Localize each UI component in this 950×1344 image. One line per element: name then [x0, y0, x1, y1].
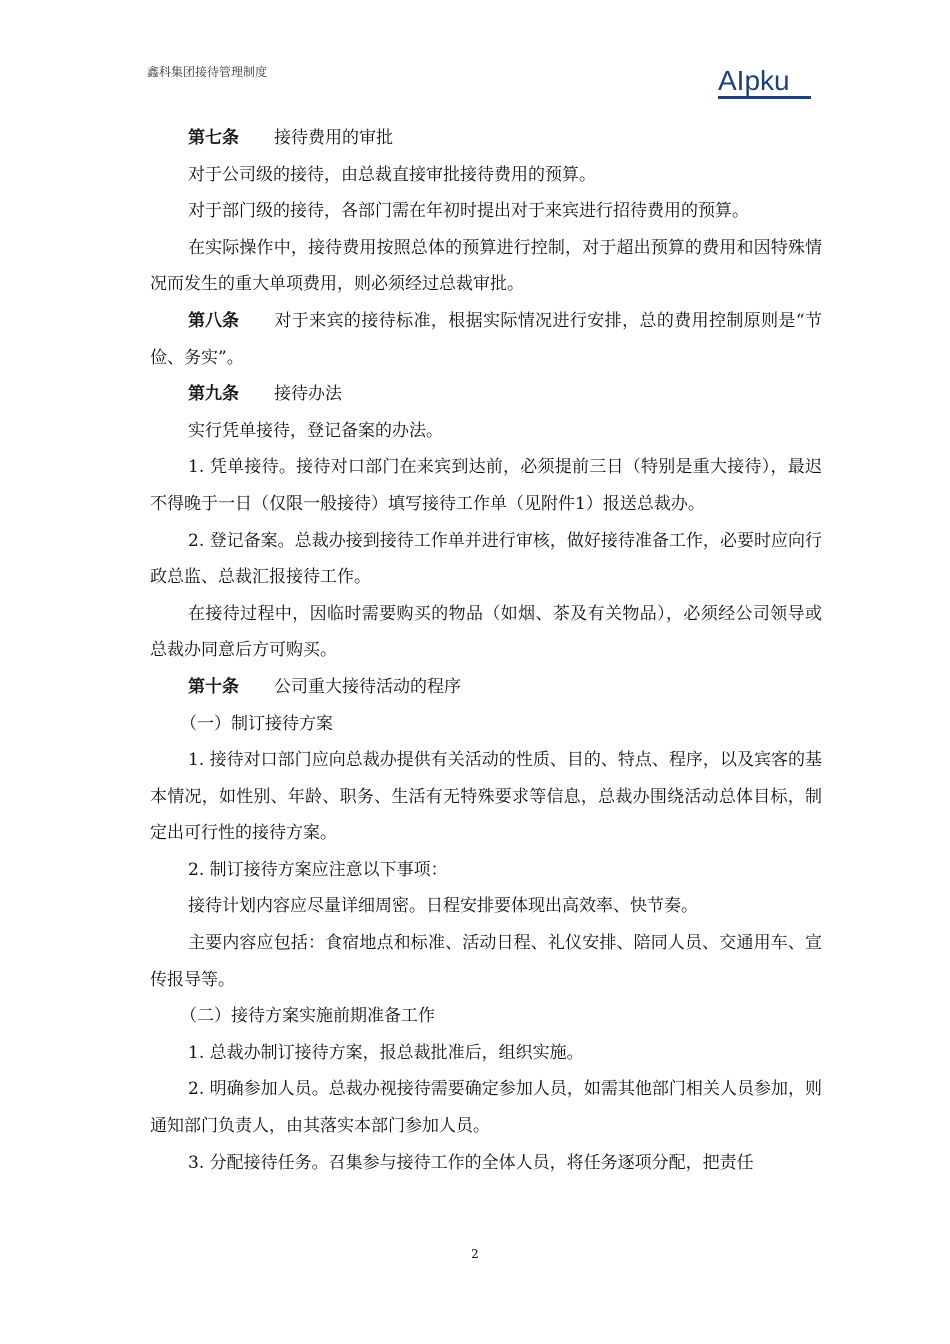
- document-body: [150, 120, 822, 1181]
- article-label: 第十条: [188, 676, 239, 697]
- paragraph: 对于部门级的接待，各部门需在年初时提出对于来宾进行招待费用的预算。: [188, 201, 749, 222]
- company-logo: [718, 66, 814, 100]
- paragraph: 2. 登记备案。总裁办接到接待工作单并进行审核，做好接待准备工作，必要时应向行政总监、总裁汇报接待工作。: [150, 530, 822, 588]
- article-label: 第八条: [188, 310, 239, 331]
- article-8-heading: [150, 303, 822, 376]
- article-7-heading: [150, 120, 822, 157]
- article-10-heading: [150, 669, 822, 706]
- paragraph: 3. 分配接待任务。召集参与接待工作的全体人员，将任务逐项分配，把责任: [188, 1152, 754, 1173]
- paragraph: 2. 明确参加人员。总裁办视接待需要确定参加人员，如需其他部门相关人员参加，则通知部门负责人，由其落实本部门参加人员。: [150, 1079, 822, 1137]
- article-label: 第七条: [188, 128, 239, 148]
- paragraph: 2. 制订接待方案应注意以下事项：: [188, 859, 448, 880]
- logo-text: AIpku: [718, 65, 790, 96]
- article-title: 接待办法: [274, 384, 342, 405]
- article-9-heading: [150, 376, 822, 413]
- section-heading: （一）制订接待方案: [180, 713, 333, 734]
- section-heading: （二）接待方案实施前期准备工作: [180, 1006, 435, 1027]
- paragraph: 接待计划内容应尽量详细周密。日程安排要体现出高效率、快节奏。: [188, 896, 698, 917]
- page-number: 2: [471, 1247, 479, 1261]
- paragraph: 1. 总裁办制订接待方案，报总裁批准后，组织实施。: [188, 1042, 584, 1063]
- paragraph: 1. 接待对口部门应向总裁办提供有关活动的性质、目的、特点、程序，以及宾客的基本情况，如性别、年龄、职务、生活有无特殊要求等信息，总裁办围绕活动总体目标，制定出可行性的接待方案。: [150, 750, 822, 844]
- paragraph: 主要内容应包括：食宿地点和标准、活动日程、礼仪安排、陪同人员、交通用车、宣传报导等。: [150, 933, 822, 990]
- article-label: 第九条: [188, 384, 239, 405]
- paragraph: 实行凭单接待，登记备案的办法。: [188, 420, 443, 441]
- paragraph: 对于公司级的接待，由总裁直接审批接待费用的预算。: [188, 164, 596, 185]
- paragraph: 1. 凭单接待。接待对口部门在来宾到达前，必须提前三日（特别是重大接待），最迟不得晚于一日（仅限一般接待）填写接待工作单（见附件1）报送总裁办。: [150, 457, 822, 514]
- document-header-title: 鑫科集团接待管理制度: [147, 65, 268, 79]
- article-title: 接待费用的审批: [274, 128, 393, 148]
- logo-underline: [718, 96, 811, 99]
- paragraph: 在实际操作中，接待费用按照总体的预算进行控制，对于超出预算的费用和因特殊情况而发生的重大单项费用，则必须经过总裁审批。: [150, 237, 822, 295]
- paragraph: 在接待过程中，因临时需要购买的物品（如烟、茶及有关物品），必须经公司领导或总裁办同意后方可购买。: [150, 603, 822, 661]
- article-title: 公司重大接待活动的程序: [274, 676, 461, 697]
- article-text: 对于来宾的接待标准，根据实际情况进行安排，总的费用控制原则是“节俭、务实”。: [150, 310, 822, 368]
